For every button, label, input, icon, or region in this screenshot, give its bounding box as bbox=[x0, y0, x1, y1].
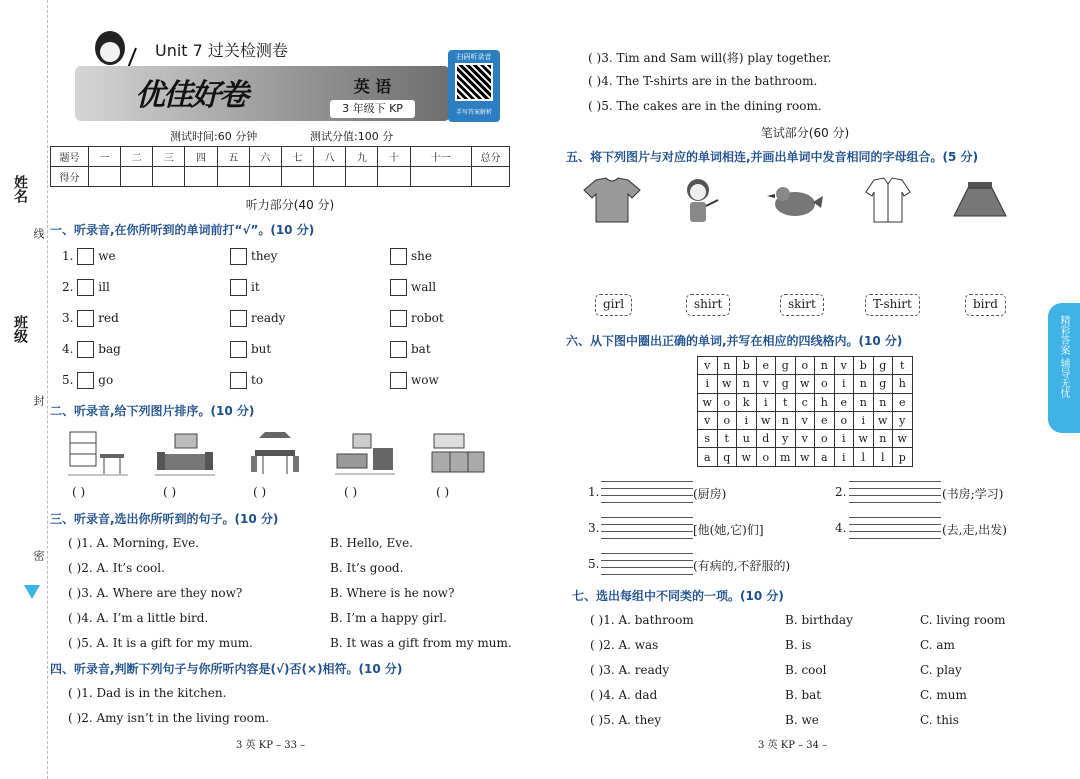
grid-letter[interactable]: n bbox=[717, 357, 737, 375]
grid-row bbox=[698, 375, 913, 393]
grid-letter[interactable]: g bbox=[873, 357, 893, 375]
score-header: 十 bbox=[378, 147, 410, 167]
word-option: she bbox=[411, 249, 432, 263]
s1-row bbox=[62, 372, 113, 389]
grid-letter[interactable]: q bbox=[717, 448, 737, 466]
answer-paren[interactable]: ( ) bbox=[68, 686, 82, 700]
clue-hint: [他(她,它)们] bbox=[693, 523, 764, 537]
word-option: wall bbox=[411, 280, 437, 294]
grid-letter[interactable]: o bbox=[795, 357, 815, 375]
line-mark: 线 bbox=[32, 228, 45, 239]
study-room-picture bbox=[68, 430, 128, 478]
option-a: 2. A. was bbox=[603, 638, 659, 652]
word-option: bag bbox=[98, 342, 121, 356]
checkbox[interactable] bbox=[230, 341, 247, 358]
option-a: 1. A. Morning, Eve. bbox=[81, 536, 200, 550]
grid-letter[interactable]: e bbox=[893, 393, 913, 411]
score-cell[interactable] bbox=[249, 167, 281, 187]
page-number: 3 英 KP – 33 – bbox=[236, 740, 306, 751]
s7-item bbox=[590, 638, 658, 652]
option-a: 5. A. they bbox=[603, 713, 662, 727]
word-card-shirt[interactable]: shirt bbox=[686, 294, 730, 316]
seal-mark: 封 bbox=[32, 395, 45, 406]
clue-number: 5. bbox=[588, 557, 600, 571]
answer-paren[interactable]: ( ) bbox=[68, 586, 82, 600]
clue-hint: (书房;学习) bbox=[942, 487, 1004, 501]
grid-letter[interactable]: n bbox=[854, 375, 874, 393]
grid-letter[interactable]: i bbox=[756, 393, 776, 411]
word-option: red bbox=[98, 311, 119, 325]
grid-letter[interactable]: n bbox=[776, 411, 796, 429]
option-a: 2. A. It’s cool. bbox=[81, 561, 165, 575]
clue-hint: (去,走,出发) bbox=[942, 523, 1007, 537]
s4-item bbox=[588, 99, 822, 113]
s7-option-b: B. birthday bbox=[785, 613, 853, 627]
answer-paren[interactable]: ( ) bbox=[590, 713, 604, 727]
letter-grid[interactable] bbox=[697, 356, 913, 467]
grid-letter[interactable]: v bbox=[756, 375, 776, 393]
checkbox[interactable] bbox=[390, 248, 407, 265]
four-line-grid[interactable] bbox=[849, 481, 941, 503]
grid-letter[interactable]: n bbox=[737, 375, 757, 393]
answer-paren[interactable]: ( ) bbox=[588, 99, 602, 113]
grid-letter[interactable]: w bbox=[795, 375, 815, 393]
score-cell[interactable] bbox=[121, 167, 153, 187]
grid-row bbox=[698, 430, 913, 448]
score-header: 四 bbox=[185, 147, 217, 167]
s7-option-c: C. am bbox=[920, 638, 955, 652]
grid-letter[interactable]: l bbox=[873, 448, 893, 466]
score-cell[interactable] bbox=[153, 167, 185, 187]
score-row-label: 得分 bbox=[51, 167, 89, 187]
checkbox[interactable] bbox=[77, 341, 94, 358]
word-option: wow bbox=[411, 373, 439, 387]
checkbox[interactable] bbox=[390, 310, 407, 327]
grid-letter[interactable]: w bbox=[717, 375, 737, 393]
s3-item bbox=[68, 536, 199, 550]
grid-row bbox=[698, 357, 913, 375]
grid-row bbox=[698, 448, 913, 466]
arrow-marker bbox=[24, 585, 40, 599]
binding-gutter bbox=[0, 0, 48, 779]
option-a: 4. A. dad bbox=[603, 688, 658, 702]
grid-letter[interactable]: e bbox=[815, 411, 835, 429]
brand-logo: 优佳好卷 bbox=[135, 78, 247, 113]
score-header-row bbox=[51, 147, 510, 167]
answer-side-tab[interactable] bbox=[1048, 303, 1080, 433]
s1-option bbox=[230, 372, 263, 389]
clue-number: 4. bbox=[835, 521, 847, 535]
s4-item bbox=[68, 686, 226, 700]
secret-mark: 密 bbox=[32, 550, 45, 561]
grid-letter[interactable]: l bbox=[854, 448, 874, 466]
answer-paren[interactable]: ( ) bbox=[253, 485, 267, 499]
statement: 3. Tim and Sam will(将) play together. bbox=[601, 51, 832, 65]
item-number: 1. bbox=[62, 249, 74, 263]
qr-panel[interactable] bbox=[448, 50, 500, 122]
grid-letter[interactable]: o bbox=[717, 411, 737, 429]
t-shirt-picture bbox=[582, 176, 642, 224]
answer-paren[interactable]: ( ) bbox=[68, 711, 82, 725]
girl-picture bbox=[668, 176, 728, 224]
s1-option bbox=[230, 310, 285, 327]
grid-letter[interactable]: y bbox=[776, 430, 796, 448]
answer-paren[interactable]: ( ) bbox=[72, 485, 86, 499]
score-header: 六 bbox=[249, 147, 281, 167]
name-label: 姓名 bbox=[12, 175, 28, 203]
answer-paren[interactable]: ( ) bbox=[68, 611, 82, 625]
grid-letter[interactable]: h bbox=[893, 375, 913, 393]
grid-letter[interactable]: k bbox=[737, 393, 757, 411]
grid-letter[interactable]: a bbox=[698, 448, 718, 466]
grid-letter[interactable]: w bbox=[756, 411, 776, 429]
score-header: 三 bbox=[153, 147, 185, 167]
s7-option-c: C. this bbox=[920, 713, 959, 727]
grid-letter[interactable]: i bbox=[854, 411, 874, 429]
s7-option-b: B. bat bbox=[785, 688, 822, 702]
grid-letter[interactable]: a bbox=[815, 448, 835, 466]
word-option: ready bbox=[251, 311, 286, 325]
grid-letter[interactable]: w bbox=[873, 411, 893, 429]
item-number: 4. bbox=[62, 342, 74, 356]
statement: 5. The cakes are in the dining room. bbox=[601, 99, 822, 113]
grid-letter[interactable]: b bbox=[737, 357, 757, 375]
grid-letter[interactable]: u bbox=[737, 430, 757, 448]
s7-option-c: C. living room bbox=[920, 613, 1006, 627]
answer-paren[interactable]: ( ) bbox=[590, 688, 604, 702]
answer-paren[interactable]: ( ) bbox=[68, 636, 82, 650]
grid-letter[interactable]: s bbox=[698, 430, 718, 448]
statement: 1. Dad is in the kitchen. bbox=[81, 686, 227, 700]
word-card-bird[interactable]: bird bbox=[965, 294, 1006, 316]
score-header: 题号 bbox=[51, 147, 89, 167]
grid-letter[interactable]: w bbox=[795, 448, 815, 466]
score-cell[interactable] bbox=[185, 167, 217, 187]
grid-letter[interactable]: i bbox=[834, 375, 854, 393]
option-a: 3. A. Where are they now? bbox=[81, 586, 243, 600]
s7-item bbox=[590, 713, 661, 727]
grid-letter[interactable]: t bbox=[893, 357, 913, 375]
grid-letter[interactable]: w bbox=[698, 393, 718, 411]
grid-letter[interactable]: g bbox=[776, 357, 796, 375]
score-cell[interactable] bbox=[314, 167, 346, 187]
grid-letter[interactable]: v bbox=[834, 357, 854, 375]
clue-number: 3. bbox=[588, 521, 600, 535]
s1-option bbox=[390, 310, 444, 327]
word-card-t-shirt[interactable]: T-shirt bbox=[865, 294, 920, 316]
living-room-picture bbox=[155, 430, 215, 478]
grid-letter[interactable]: h bbox=[815, 393, 835, 411]
grid-letter[interactable]: d bbox=[756, 430, 776, 448]
s7-option-b: B. cool bbox=[785, 663, 827, 677]
item-number: 2. bbox=[62, 280, 74, 294]
checkbox[interactable] bbox=[390, 341, 407, 358]
word-option: we bbox=[98, 249, 116, 263]
section-4-title: 四、听录音,判断下列句子与你所听内容是(√)否(×)相符。(10 分) bbox=[50, 662, 403, 676]
checkbox[interactable] bbox=[230, 279, 247, 296]
s1-row bbox=[62, 341, 121, 358]
word-option: robot bbox=[411, 311, 444, 325]
word-option: go bbox=[98, 373, 114, 387]
grid-letter[interactable]: o bbox=[834, 411, 854, 429]
grid-letter[interactable]: n bbox=[854, 393, 874, 411]
grade-label: 3 年级下 KP bbox=[330, 100, 415, 118]
section-7-title: 七、选出每组中不同类的一项。(10 分) bbox=[572, 589, 784, 603]
s3-option-b: B. It’s good. bbox=[330, 561, 404, 575]
skirt-picture bbox=[950, 176, 1010, 224]
option-a: 4. A. I’m a little bird. bbox=[81, 611, 209, 625]
grid-letter[interactable]: v bbox=[698, 411, 718, 429]
clue-hint: (有病的,不舒服的) bbox=[693, 559, 791, 573]
score-table bbox=[50, 146, 510, 187]
s7-option-b: B. we bbox=[785, 713, 819, 727]
s3-option-b: B. It was a gift from my mum. bbox=[330, 636, 512, 650]
grid-letter[interactable]: g bbox=[776, 375, 796, 393]
s1-option bbox=[390, 341, 431, 358]
checkbox[interactable] bbox=[77, 248, 94, 265]
section-3-title: 三、听录音,选出你所听到的句子。(10 分) bbox=[50, 512, 279, 526]
clue-number: 2. bbox=[835, 485, 847, 499]
s1-row bbox=[62, 279, 110, 296]
header bbox=[70, 28, 500, 123]
score-header: 二 bbox=[121, 147, 153, 167]
qr-code-icon[interactable] bbox=[455, 63, 493, 101]
grid-letter[interactable]: n bbox=[815, 357, 835, 375]
s3-item bbox=[68, 636, 253, 650]
word-option: they bbox=[251, 249, 278, 263]
bedroom-picture bbox=[335, 430, 395, 478]
checkbox[interactable] bbox=[390, 372, 407, 389]
s1-option bbox=[390, 372, 439, 389]
s1-option bbox=[230, 279, 260, 296]
grid-letter[interactable]: t bbox=[776, 393, 796, 411]
answer-paren[interactable]: ( ) bbox=[344, 485, 358, 499]
score-cell[interactable] bbox=[410, 167, 471, 187]
grid-letter[interactable]: i bbox=[737, 411, 757, 429]
score-cell[interactable] bbox=[89, 167, 121, 187]
score-header: 七 bbox=[281, 147, 313, 167]
grid-letter[interactable]: i bbox=[834, 430, 854, 448]
grid-letter[interactable]: w bbox=[893, 430, 913, 448]
s7-option-c: C. play bbox=[920, 663, 962, 677]
section-5-title: 五、将下列图片与对应的单词相连,并画出单词中发音相同的字母组合。(5 分) bbox=[566, 150, 979, 164]
grid-letter[interactable]: m bbox=[776, 448, 796, 466]
score-header: 八 bbox=[314, 147, 346, 167]
qr-top-text: 扫码听录音 bbox=[456, 53, 492, 61]
grid-letter[interactable]: v bbox=[698, 357, 718, 375]
score-cell[interactable] bbox=[281, 167, 313, 187]
grid-row bbox=[698, 411, 913, 429]
word-card-skirt[interactable]: skirt bbox=[780, 294, 824, 316]
score-header: 五 bbox=[217, 147, 249, 167]
s1-option bbox=[230, 248, 277, 265]
s3-item bbox=[68, 611, 208, 625]
checkbox[interactable] bbox=[230, 310, 247, 327]
grid-letter[interactable]: p bbox=[893, 448, 913, 466]
word-option: ill bbox=[98, 280, 110, 294]
word-card-girl[interactable]: girl bbox=[595, 294, 632, 316]
score-cell[interactable] bbox=[472, 167, 510, 187]
answer-paren[interactable]: ( ) bbox=[436, 485, 450, 499]
listening-title: 听力部分(40 分) bbox=[245, 198, 335, 212]
s7-item bbox=[590, 663, 669, 677]
clue-number: 1. bbox=[588, 485, 600, 499]
grid-letter[interactable]: i bbox=[698, 375, 718, 393]
grid-letter[interactable]: o bbox=[815, 375, 835, 393]
s1-row bbox=[62, 248, 116, 265]
s3-option-b: B. I’m a happy girl. bbox=[330, 611, 447, 625]
answer-paren[interactable]: ( ) bbox=[163, 485, 177, 499]
s7-option-b: B. is bbox=[785, 638, 812, 652]
score-cell[interactable] bbox=[378, 167, 410, 187]
score-header: 一 bbox=[89, 147, 121, 167]
class-label: 班级 bbox=[12, 315, 28, 343]
section-6-title: 六、从下图中圈出正确的单词,并写在相应的四线格内。(10 分) bbox=[566, 334, 903, 348]
s7-item bbox=[590, 688, 657, 702]
answer-paren[interactable]: ( ) bbox=[590, 638, 604, 652]
grid-row bbox=[698, 393, 913, 411]
item-number: 5. bbox=[62, 373, 74, 387]
grid-letter[interactable]: w bbox=[854, 430, 874, 448]
word-option: bat bbox=[411, 342, 431, 356]
score-header: 十一 bbox=[410, 147, 471, 167]
grid-letter[interactable]: i bbox=[834, 448, 854, 466]
checkbox[interactable] bbox=[77, 279, 94, 296]
option-a: 5. A. It is a gift for my mum. bbox=[81, 636, 253, 650]
grid-letter[interactable]: w bbox=[737, 448, 757, 466]
test-time: 测试时间:60 分钟 bbox=[170, 130, 258, 143]
dining-room-picture bbox=[245, 430, 305, 478]
option-a: 1. A. bathroom bbox=[603, 613, 694, 627]
grid-letter[interactable]: y bbox=[893, 411, 913, 429]
section-1-title: 一、听录音,在你所听到的单词前打“√”。(10 分) bbox=[50, 223, 315, 237]
grid-letter[interactable]: v bbox=[795, 430, 815, 448]
answer-paren[interactable]: ( ) bbox=[590, 613, 604, 627]
score-header: 总分 bbox=[472, 147, 510, 167]
section-2-title: 二、听录音,给下列图片排序。(10 分) bbox=[50, 404, 255, 418]
grid-letter[interactable]: n bbox=[873, 430, 893, 448]
item-number: 3. bbox=[62, 311, 74, 325]
grid-letter[interactable]: o bbox=[815, 430, 835, 448]
checkbox[interactable] bbox=[77, 372, 94, 389]
s3-option-b: B. Hello, Eve. bbox=[330, 536, 413, 550]
word-option: it bbox=[251, 280, 260, 294]
word-option: but bbox=[251, 342, 272, 356]
s3-item bbox=[68, 586, 242, 600]
grid-letter[interactable]: g bbox=[873, 375, 893, 393]
s7-option-c: C. mum bbox=[920, 688, 967, 702]
four-line-grid[interactable] bbox=[601, 481, 693, 503]
s1-option bbox=[230, 341, 271, 358]
checkbox[interactable] bbox=[77, 310, 94, 327]
checkbox[interactable] bbox=[390, 279, 407, 296]
subject-label: 英 语 bbox=[353, 77, 392, 96]
score-cell[interactable] bbox=[346, 167, 378, 187]
side-tab-text: 精彩答案 辅导无忧 bbox=[1058, 315, 1069, 399]
bird-picture bbox=[765, 176, 825, 224]
s4-item bbox=[68, 711, 269, 725]
grid-letter[interactable]: e bbox=[756, 357, 776, 375]
test-score: 测试分值:100 分 bbox=[310, 130, 394, 143]
unit-title: Unit 7 过关检测卷 bbox=[155, 41, 288, 60]
word-option: to bbox=[251, 373, 264, 387]
answer-paren[interactable]: ( ) bbox=[68, 536, 82, 550]
grid-letter[interactable]: v bbox=[795, 411, 815, 429]
writing-title: 笔试部分(60 分) bbox=[760, 126, 850, 140]
page-number: 3 英 KP – 34 – bbox=[758, 740, 828, 751]
score-cell[interactable] bbox=[217, 167, 249, 187]
grid-letter[interactable]: e bbox=[834, 393, 854, 411]
s7-item bbox=[590, 613, 694, 627]
answer-paren[interactable]: ( ) bbox=[590, 663, 604, 677]
s4-item bbox=[588, 74, 817, 88]
shirt-picture bbox=[858, 176, 918, 224]
four-line-grid[interactable] bbox=[601, 553, 693, 575]
score-header: 九 bbox=[346, 147, 378, 167]
grid-letter[interactable]: t bbox=[717, 430, 737, 448]
clue-hint: (厨房) bbox=[693, 487, 727, 501]
s3-item bbox=[68, 561, 165, 575]
checkbox[interactable] bbox=[230, 372, 247, 389]
answer-paren[interactable]: ( ) bbox=[68, 561, 82, 575]
grid-letter[interactable]: o bbox=[756, 448, 776, 466]
statement: 2. Amy isn’t in the living room. bbox=[81, 711, 270, 725]
s1-option bbox=[390, 279, 436, 296]
grid-letter[interactable]: c bbox=[795, 393, 815, 411]
four-line-grid[interactable] bbox=[849, 517, 941, 539]
grid-letter[interactable]: b bbox=[854, 357, 874, 375]
kitchen-picture bbox=[428, 430, 488, 478]
option-a: 3. A. ready bbox=[603, 663, 670, 677]
s4-item bbox=[588, 49, 831, 66]
four-line-grid[interactable] bbox=[601, 517, 693, 539]
grid-letter[interactable]: o bbox=[717, 393, 737, 411]
score-value-row bbox=[51, 167, 510, 187]
s3-option-b: B. Where is he now? bbox=[330, 586, 455, 600]
qr-bottom-text: 手写答案解析 bbox=[455, 109, 492, 116]
answer-paren[interactable]: ( ) bbox=[588, 74, 602, 88]
s1-option bbox=[390, 248, 432, 265]
answer-paren[interactable]: ( ) bbox=[588, 51, 602, 65]
checkbox[interactable] bbox=[230, 248, 247, 265]
s1-row bbox=[62, 310, 119, 327]
statement: 4. The T-shirts are in the bathroom. bbox=[601, 74, 818, 88]
grid-letter[interactable]: n bbox=[873, 393, 893, 411]
